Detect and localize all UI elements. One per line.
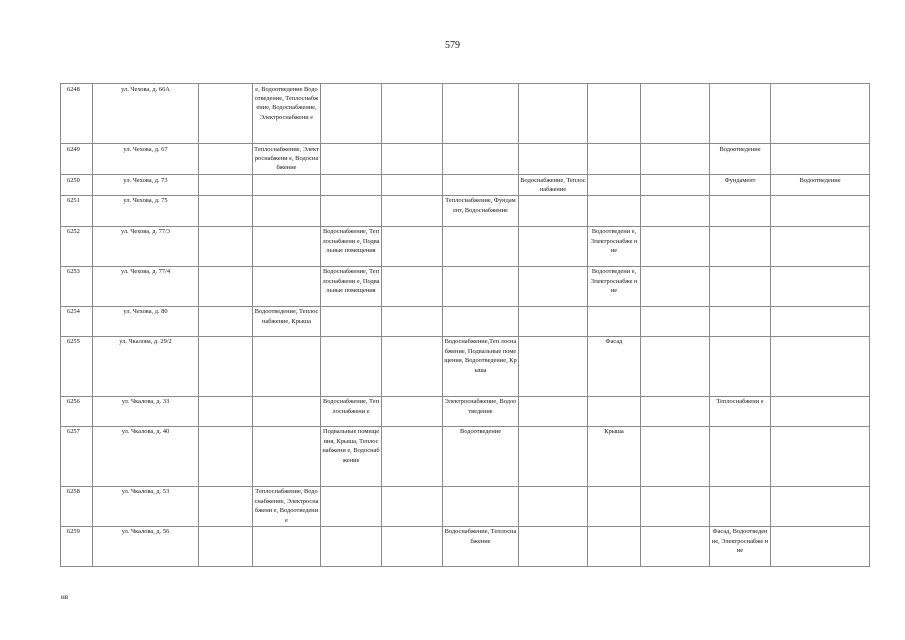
work-type-cell — [199, 84, 253, 144]
work-type-cell — [710, 486, 771, 526]
work-type-cell — [519, 144, 588, 175]
work-type-cell: Теплоснабжение, Электроснабжени е, Водоснабжение — [253, 144, 321, 175]
address-cell: ул. Чкалова, д. 56 — [93, 526, 199, 566]
work-type-cell — [771, 226, 870, 266]
work-type-cell — [710, 84, 771, 144]
work-type-cell — [199, 306, 253, 336]
work-type-cell: Водоотведение, Теплоснабжение, Крыша — [253, 306, 321, 336]
row-number: 6257 — [61, 426, 93, 486]
work-type-cell — [771, 195, 870, 226]
work-type-cell: Теплоснабжение, Водоснабжение, Электроснабжени е, Водоотведение — [253, 486, 321, 526]
work-type-cell — [321, 84, 382, 144]
work-type-cell — [382, 195, 443, 226]
work-type-cell: Теплоснабжение, Фундамент, Водоснабжение — [443, 195, 519, 226]
work-type-cell — [199, 175, 253, 196]
table-row — [61, 84, 870, 144]
work-type-cell — [771, 336, 870, 396]
work-type-cell: Водоснабжение, Теплоснабжени е — [321, 396, 382, 426]
address-cell: ул. Чкалова, д. 29/2 — [93, 336, 199, 396]
address-cell: ул. Чехова, д. 77/3 — [93, 226, 199, 266]
address-cell: ул. Чехова, д. 80 — [93, 306, 199, 336]
work-type-cell — [253, 195, 321, 226]
work-type-cell — [588, 306, 641, 336]
work-type-cell: Водоснабжение,Теп лоснабжение, Подвальные помещения, Водоотведение, Крыша — [443, 336, 519, 396]
work-type-cell — [588, 195, 641, 226]
work-type-cell: Крыша — [588, 426, 641, 486]
address-cell: ул. Чехова, д. 66А — [93, 84, 199, 144]
work-type-cell — [443, 306, 519, 336]
work-type-cell — [253, 175, 321, 196]
row-number: 6251 — [61, 195, 93, 226]
work-type-cell — [641, 266, 710, 306]
work-type-cell — [199, 426, 253, 486]
work-type-cell — [519, 396, 588, 426]
work-type-cell — [519, 84, 588, 144]
work-type-cell — [443, 266, 519, 306]
work-type-cell — [641, 144, 710, 175]
work-type-cell — [321, 336, 382, 396]
work-type-cell — [321, 486, 382, 526]
work-type-cell — [253, 266, 321, 306]
row-number: 6254 — [61, 306, 93, 336]
row-number: 6253 — [61, 266, 93, 306]
work-type-cell — [588, 526, 641, 566]
work-type-cell: Водоотведение — [443, 426, 519, 486]
table-row — [61, 396, 870, 426]
work-type-cell — [519, 426, 588, 486]
work-type-cell — [641, 486, 710, 526]
work-type-cell — [382, 266, 443, 306]
work-type-cell — [641, 396, 710, 426]
work-type-cell — [641, 526, 710, 566]
work-type-cell — [199, 195, 253, 226]
work-type-cell — [382, 426, 443, 486]
work-type-cell: Подвальные помещения, Крыша, Теплоснабжени е, Водоснабжение — [321, 426, 382, 486]
work-type-cell — [771, 144, 870, 175]
work-type-cell — [519, 306, 588, 336]
table-row — [61, 336, 870, 396]
work-type-cell — [321, 144, 382, 175]
row-number: 6258 — [61, 486, 93, 526]
work-type-cell: Теплоснабжени е — [710, 396, 771, 426]
work-type-cell — [771, 84, 870, 144]
work-type-cell — [771, 486, 870, 526]
work-type-cell: е, Водоотведение Водоотведение, Теплоснабжение, Водоснабжение, Электроснабжени е — [253, 84, 321, 144]
work-type-cell — [771, 426, 870, 486]
row-number: 6248 — [61, 84, 93, 144]
work-type-cell — [199, 226, 253, 266]
work-type-cell — [443, 175, 519, 196]
work-type-cell: Водоснабжение, Теплоснабжение — [443, 526, 519, 566]
work-type-cell: Электроснабжение, Водоотведение — [443, 396, 519, 426]
work-type-cell — [519, 336, 588, 396]
work-type-cell — [710, 226, 771, 266]
work-type-cell — [253, 336, 321, 396]
work-type-cell — [382, 396, 443, 426]
row-number: 6259 — [61, 526, 93, 566]
work-type-cell — [710, 306, 771, 336]
work-type-cell — [443, 226, 519, 266]
table-row — [61, 306, 870, 336]
work-type-cell — [321, 306, 382, 336]
address-cell: ул. Чехова, д. 75 — [93, 195, 199, 226]
work-type-cell — [199, 486, 253, 526]
work-type-cell — [588, 175, 641, 196]
work-type-cell — [382, 336, 443, 396]
table-row — [61, 426, 870, 486]
work-type-cell — [771, 396, 870, 426]
work-type-cell — [382, 306, 443, 336]
work-type-cell — [710, 266, 771, 306]
table-row — [61, 195, 870, 226]
work-type-cell: Водоснабжение, Теплоснабжени е, Подвальные помещения — [321, 226, 382, 266]
work-type-cell — [641, 195, 710, 226]
work-type-cell — [641, 84, 710, 144]
work-type-cell — [382, 84, 443, 144]
work-type-cell — [588, 486, 641, 526]
row-number: 6249 — [61, 144, 93, 175]
table-row — [61, 266, 870, 306]
work-type-cell: Водоснабжение, Теплоснабжение — [519, 175, 588, 196]
table-row — [61, 526, 870, 566]
work-type-cell — [253, 226, 321, 266]
address-cell: ул. Чехова, д. 77/4 — [93, 266, 199, 306]
work-type-cell — [443, 144, 519, 175]
work-type-cell — [710, 195, 771, 226]
work-type-cell — [519, 266, 588, 306]
row-number: 6255 — [61, 336, 93, 396]
address-cell: ул. Чехова, д. 73 — [93, 175, 199, 196]
table-row — [61, 486, 870, 526]
work-type-cell — [199, 144, 253, 175]
work-type-cell — [519, 226, 588, 266]
work-type-cell — [199, 266, 253, 306]
row-number: 6256 — [61, 396, 93, 426]
work-type-cell — [588, 396, 641, 426]
work-type-cell — [641, 426, 710, 486]
work-type-cell — [519, 486, 588, 526]
address-cell: ул. Чкалова, д. 33 — [93, 396, 199, 426]
work-type-cell: Водоотведени е, Электроснабже ние — [588, 266, 641, 306]
work-type-cell — [253, 396, 321, 426]
work-type-cell — [443, 486, 519, 526]
work-type-cell — [519, 195, 588, 226]
work-type-cell — [771, 526, 870, 566]
work-type-cell — [588, 144, 641, 175]
work-type-cell: Фасад — [588, 336, 641, 396]
work-type-cell — [199, 396, 253, 426]
work-type-cell: Водоотведение — [710, 144, 771, 175]
work-type-cell — [382, 226, 443, 266]
work-type-cell — [382, 486, 443, 526]
work-type-cell: Фасад, Водоотведение, Электроснабже ние — [710, 526, 771, 566]
work-type-cell: Фундамент — [710, 175, 771, 196]
address-cell: ул. Чкалова, д. 53 — [93, 486, 199, 526]
work-type-cell — [321, 526, 382, 566]
row-number: 6250 — [61, 175, 93, 196]
work-type-cell — [253, 426, 321, 486]
work-type-cell — [253, 526, 321, 566]
work-type-cell — [641, 226, 710, 266]
work-type-cell — [771, 266, 870, 306]
work-type-cell — [641, 336, 710, 396]
work-type-cell — [519, 526, 588, 566]
building-repair-table — [60, 83, 870, 567]
page-number: 579 — [445, 40, 460, 51]
work-type-cell — [710, 336, 771, 396]
work-type-cell — [382, 175, 443, 196]
address-cell: ул. Чехова, д. 67 — [93, 144, 199, 175]
row-number: 6252 — [61, 226, 93, 266]
work-type-cell — [641, 306, 710, 336]
work-type-cell — [771, 306, 870, 336]
table-row — [61, 226, 870, 266]
work-type-cell — [321, 195, 382, 226]
table-body — [61, 84, 870, 567]
work-type-cell — [443, 84, 519, 144]
work-type-cell: Водоотведени е, Электроснабже ние — [588, 226, 641, 266]
work-type-cell — [382, 526, 443, 566]
table-row — [61, 175, 870, 196]
work-type-cell — [199, 526, 253, 566]
work-type-cell — [710, 426, 771, 486]
work-type-cell: Водоотведение — [771, 175, 870, 196]
work-type-cell — [641, 175, 710, 196]
work-type-cell — [588, 84, 641, 144]
address-cell: ул. Чкалова, д. 40 — [93, 426, 199, 486]
work-type-cell: Водоснабжение, Теплоснабжени е, Подвальные помещения — [321, 266, 382, 306]
work-type-cell — [321, 175, 382, 196]
table-row — [61, 144, 870, 175]
work-type-cell — [382, 144, 443, 175]
footer-mark: нв — [61, 593, 69, 601]
work-type-cell — [199, 336, 253, 396]
